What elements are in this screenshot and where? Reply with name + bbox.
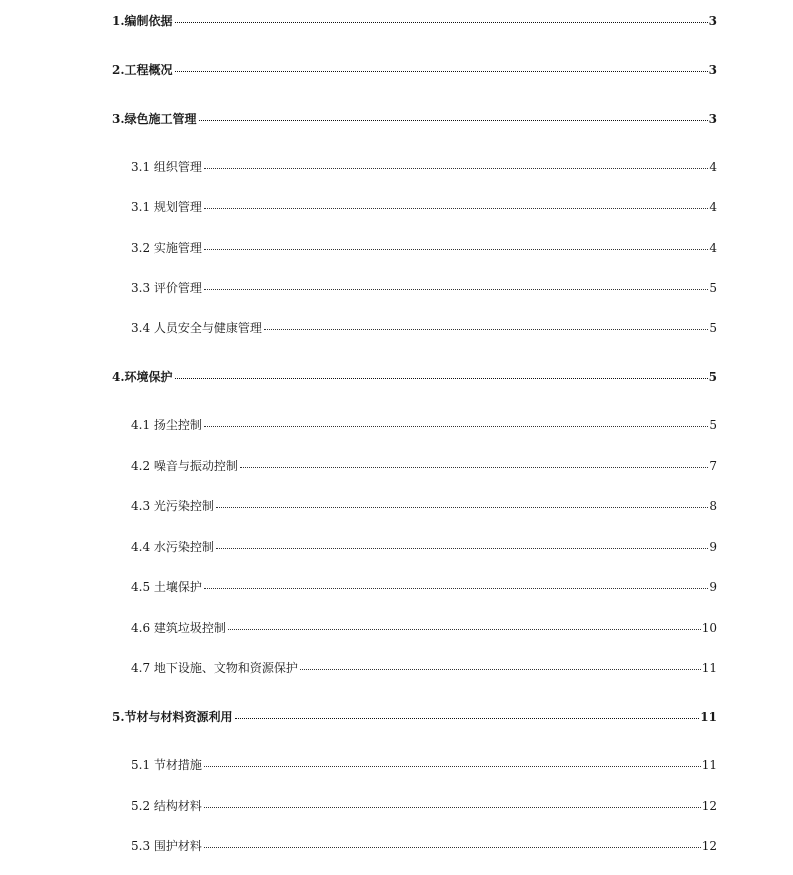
toc-entry-page: 3 (708, 63, 717, 77)
toc-entry-label: 5.3 围护材料 (131, 839, 202, 853)
toc-entry-label: 4.环境保护 (112, 370, 173, 384)
toc-entry-label: 3.2 实施管理 (131, 241, 202, 255)
dot-leader (204, 288, 708, 290)
toc-entry-label: 2.工程概况 (112, 63, 173, 77)
toc-entry-label: 3.1 规划管理 (131, 200, 202, 214)
dot-leader (228, 628, 701, 630)
dot-leader (204, 587, 708, 589)
toc-entry-label: 3.4 人员安全与健康管理 (131, 321, 262, 335)
dot-leader (199, 119, 708, 121)
toc-entry[interactable] (131, 318, 717, 338)
toc-entry[interactable] (131, 658, 717, 678)
toc-entry-page: 7 (709, 459, 717, 473)
toc-entry-label: 5.节材与材料资源利用 (112, 710, 233, 724)
toc-entry-label: 4.6 建筑垃圾控制 (131, 621, 226, 635)
toc-entry[interactable] (131, 755, 717, 775)
toc-entry-page: 5 (709, 321, 717, 335)
dot-leader (175, 21, 708, 23)
toc-entry-page: 12 (701, 799, 717, 813)
toc-entry-label: 3.绿色施工管理 (112, 112, 197, 126)
toc-entry-page: 11 (701, 758, 717, 772)
toc-entry[interactable] (131, 577, 717, 597)
dot-leader (175, 377, 708, 379)
toc-entry[interactable] (131, 496, 717, 516)
toc-entry-page: 9 (709, 580, 717, 594)
toc-entry[interactable] (131, 836, 717, 856)
toc-entry-page: 8 (709, 499, 717, 513)
toc-entry-page: 3 (708, 112, 717, 126)
toc-entry-label: 4.1 扬尘控制 (131, 418, 202, 432)
toc-entry[interactable] (131, 618, 717, 638)
toc-entry[interactable] (112, 109, 717, 129)
toc-entry[interactable] (131, 197, 717, 217)
toc-entry[interactable] (112, 367, 717, 387)
toc-entry-label: 3.1 组织管理 (131, 160, 202, 174)
toc-entry[interactable] (131, 415, 717, 435)
dot-leader (240, 466, 708, 468)
toc-entry-page: 4 (709, 241, 717, 255)
toc-entry-page: 5 (708, 370, 717, 384)
dot-leader (216, 506, 708, 508)
toc-entry-page: 10 (701, 621, 717, 635)
toc-entry-page: 11 (701, 661, 717, 675)
toc-entry-page: 4 (709, 200, 717, 214)
toc-entry-page: 5 (709, 281, 717, 295)
toc-entry[interactable] (112, 60, 717, 80)
toc-entry[interactable] (131, 157, 717, 177)
toc-entry[interactable] (112, 707, 717, 727)
dot-leader (216, 547, 708, 549)
dot-leader (204, 207, 708, 209)
dot-leader (204, 765, 701, 767)
toc-entry-page: 5 (709, 418, 717, 432)
toc-entry[interactable] (131, 238, 717, 258)
dot-leader (204, 846, 701, 848)
toc-entry-label: 4.5 土壤保护 (131, 580, 202, 594)
dot-leader (235, 717, 700, 719)
dot-leader (175, 70, 708, 72)
toc-entry[interactable] (131, 796, 717, 816)
dot-leader (204, 248, 708, 250)
toc-entry-label: 3.3 评价管理 (131, 281, 202, 295)
toc-entry[interactable] (131, 456, 717, 476)
dot-leader (300, 668, 701, 670)
toc-entry-label: 4.3 光污染控制 (131, 499, 214, 513)
toc-entry-label: 4.4 水污染控制 (131, 540, 214, 554)
toc-entry-label: 1.编制依据 (112, 14, 173, 28)
toc-entry-label: 4.7 地下设施、文物和资源保护 (131, 661, 298, 675)
dot-leader (204, 167, 708, 169)
toc-entry-page: 12 (701, 839, 717, 853)
toc-entry-label: 4.2 噪音与振动控制 (131, 459, 238, 473)
toc-entry-page: 4 (709, 160, 717, 174)
toc-entry-page: 11 (700, 710, 717, 724)
toc-entry-page: 9 (709, 540, 717, 554)
toc-entry-label: 5.2 结构材料 (131, 799, 202, 813)
dot-leader (204, 425, 708, 427)
toc-entry[interactable] (112, 11, 717, 31)
toc-entry[interactable] (131, 278, 717, 298)
toc-entry-label: 5.1 节材措施 (131, 758, 202, 772)
toc-entry[interactable] (131, 537, 717, 557)
toc-entry-page: 3 (708, 14, 717, 28)
dot-leader (264, 328, 708, 330)
dot-leader (204, 806, 701, 808)
